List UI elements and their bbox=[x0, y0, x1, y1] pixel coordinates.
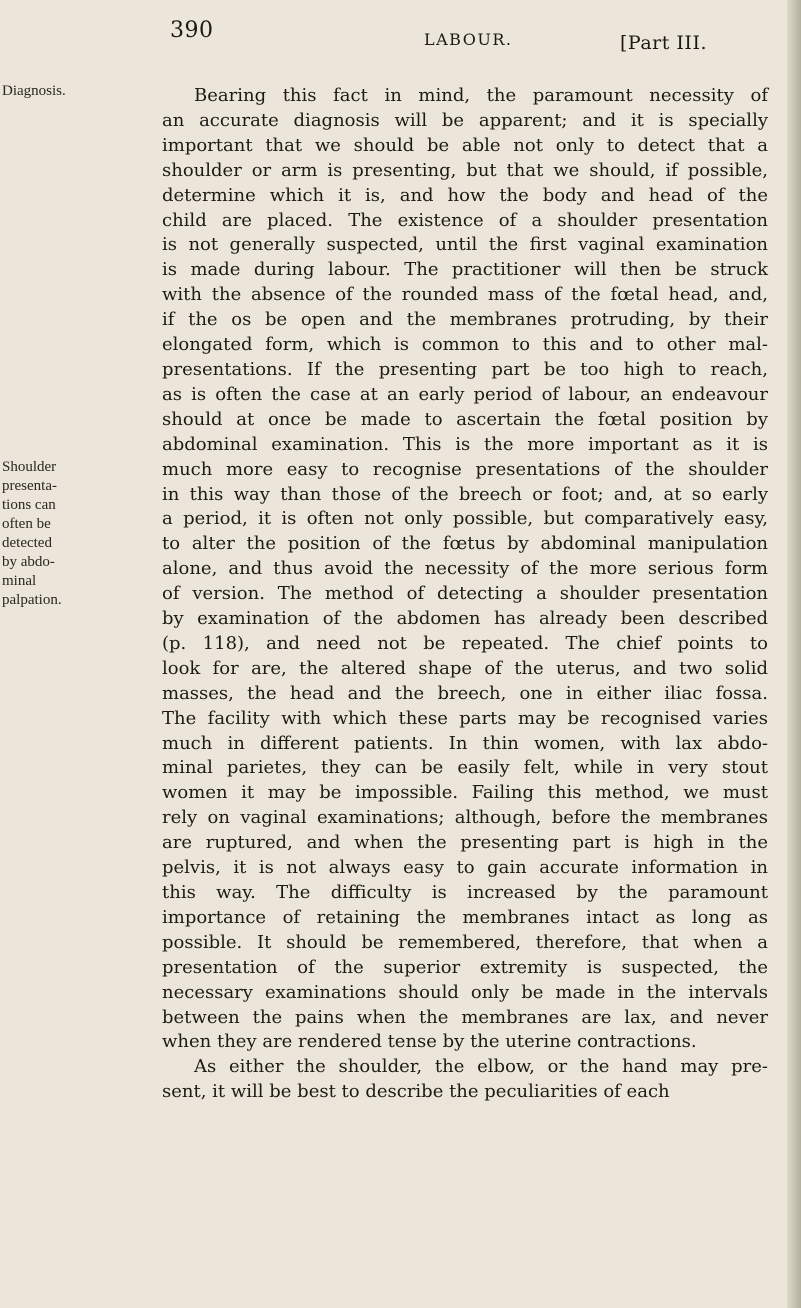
text-line: (p. 118), and need not be repeated. The chief points to bbox=[162, 632, 768, 654]
text-line: are ruptured, and when the presenting part is high in the bbox=[162, 832, 768, 854]
text-line: should at once be made to ascertain the fœtal position by bbox=[162, 408, 768, 430]
text-line: between the pains when the membranes are lax, and never bbox=[162, 1006, 768, 1028]
text-line: to alter the position of the fœtus by abdominal manipulation bbox=[162, 533, 768, 555]
text-line: as is often the case at an early period of labour, an endeavour bbox=[162, 383, 768, 405]
text-line: presentation of the superior extremity is suspected, the bbox=[162, 956, 768, 978]
margin-note-line: palpation. bbox=[2, 592, 62, 608]
margin-note-line: often be bbox=[2, 516, 51, 532]
text-line: sent, it will be best to describe the peculiarities of each bbox=[162, 1081, 670, 1103]
text-line: this way. The difficulty is increased by the paramount bbox=[162, 882, 768, 903]
text-line: alone, and thus avoid the necessity of the more serious form bbox=[162, 558, 768, 580]
text-line: child are placed. The existence of a shoulder presentation bbox=[162, 209, 768, 231]
body-text bbox=[162, 84, 768, 1105]
margin-note-line: minal bbox=[2, 573, 37, 589]
text-line: pelvis, it is not always easy to gain accurate information in bbox=[162, 857, 768, 879]
text-line: As either the shoulder, the elbow, or the hand may pre- bbox=[194, 1056, 768, 1078]
text-line: in this way than those of the breech or foot; and, at so early bbox=[162, 483, 768, 505]
text-line: a period, it is often not only possible, but comparatively easy, bbox=[162, 508, 768, 530]
text-line: rely on vaginal examinations; although, before the membranes bbox=[162, 807, 768, 829]
text-line: of version. The method of detecting a shoulder presentation bbox=[162, 583, 768, 605]
page-number: 390 bbox=[170, 18, 214, 43]
margin-note-shoulder-presentations bbox=[2, 458, 62, 610]
margin-note-line: detected bbox=[2, 535, 52, 551]
text-line: with the absence of the rounded mass of the fœtal head, and, bbox=[162, 284, 768, 306]
text-line: if the os be open and the membranes protruding, by their bbox=[162, 309, 768, 331]
text-line: shoulder or arm is presenting, but that we should, if possible, bbox=[162, 159, 768, 181]
text-line: possible. It should be remembered, therefore, that when a bbox=[162, 931, 768, 953]
running-head: LABOUR. bbox=[424, 30, 513, 49]
text-line: masses, the head and the breech, one in either iliac fossa. bbox=[162, 682, 768, 704]
text-line: abdominal examination. This is the more important as it is bbox=[162, 433, 768, 455]
text-line: minal parietes, they can be easily felt, while in very stout bbox=[162, 757, 768, 779]
text-line: much more easy to recognise presentations of the shoulder bbox=[162, 458, 768, 480]
text-line: is made during labour. The practitioner will then be struck bbox=[162, 259, 768, 281]
text-line: determine which it is, and how the body and head of the bbox=[162, 184, 768, 206]
text-line: much in different patients. In thin women, with lax abdo- bbox=[162, 732, 768, 754]
text-line: when they are rendered tense by the uterine contractions. bbox=[162, 1031, 697, 1053]
text-line: importance of retaining the membranes intact as long as bbox=[162, 906, 768, 928]
margin-note-line: tions can bbox=[2, 497, 56, 513]
page-edge-shadow bbox=[787, 0, 801, 1308]
text-line: an accurate diagnosis will be apparent; and it is specially bbox=[162, 109, 768, 131]
text-line: is not generally suspected, until the first vaginal examination bbox=[162, 234, 768, 256]
part-label: [Part III. bbox=[620, 32, 707, 54]
text-line: look for are, the altered shape of the uterus, and two solid bbox=[162, 657, 768, 679]
text-line: women it may be impossible. Failing this method, we must bbox=[162, 782, 768, 804]
text-line: important that we should be able not only to detect that a bbox=[162, 134, 768, 156]
text-line: presentations. If the presenting part be too high to reach, bbox=[162, 358, 768, 380]
margin-note-line: by abdo- bbox=[2, 554, 55, 570]
margin-note-line: presenta- bbox=[2, 478, 57, 494]
text-line: The facility with which these parts may be recognised varies bbox=[162, 707, 768, 729]
text-line: elongated form, which is common to this and to other mal- bbox=[162, 334, 768, 356]
margin-note-line: Shoulder bbox=[2, 459, 57, 475]
text-line: necessary examinations should only be made in the intervals bbox=[162, 981, 768, 1003]
margin-note-line: Diagnosis. bbox=[2, 83, 66, 99]
page-header bbox=[0, 18, 801, 54]
text-line: by examination of the abdomen has already been described bbox=[162, 608, 768, 630]
margin-note-diagnosis bbox=[2, 82, 66, 101]
text-line: Bearing this fact in mind, the paramount necessity of bbox=[194, 85, 768, 106]
